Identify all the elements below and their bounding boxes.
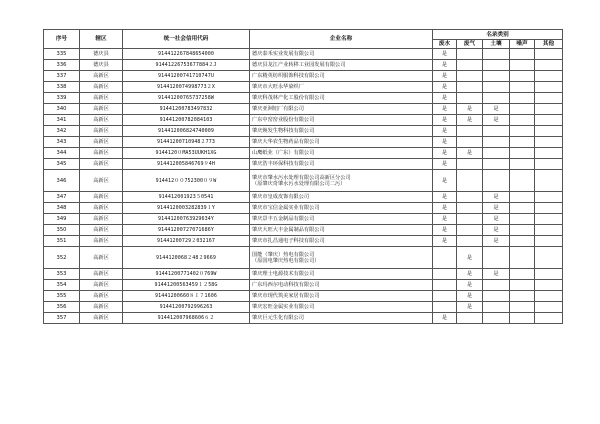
header-category: 名录类别 <box>433 30 563 40</box>
cell-soil <box>483 280 510 291</box>
company-name-line: （原肇庆奇肇水污水处理有限公司二污） <box>252 180 346 187</box>
header-soil: 土壤 <box>483 40 510 49</box>
header-no: 序号 <box>44 30 80 49</box>
company-name-line: 肇庆理士电源技术有限公司 <box>252 271 315 277</box>
cell-noise <box>510 291 535 302</box>
cell-wastewater: 是 <box>433 49 457 60</box>
cell-no: 342 <box>44 126 80 137</box>
table-row <box>44 49 563 60</box>
cell-other <box>535 313 563 324</box>
cell-credit-code: 91441200771402０769W <box>123 269 250 280</box>
cell-noise <box>510 49 535 60</box>
cell-district: 高新区 <box>80 247 123 269</box>
cell-noise <box>510 93 535 104</box>
cell-other <box>535 71 563 82</box>
cell-soil <box>483 71 510 82</box>
cell-noise <box>510 280 535 291</box>
company-name-line: 国能（肇庆）热电有限公司 <box>252 251 315 258</box>
cell-company-name <box>250 159 433 170</box>
cell-no: 346 <box>44 170 80 192</box>
cell-noise <box>510 225 535 236</box>
cell-district: 德庆县 <box>80 60 123 71</box>
cell-no: 336 <box>44 60 80 71</box>
cell-wastewater: 是 <box>433 214 457 225</box>
cell-wastewater: 是 <box>433 159 457 170</box>
cell-wastewater: 是 <box>433 192 457 203</box>
table-row <box>44 148 563 159</box>
cell-soil: 是 <box>483 269 510 280</box>
header-noise: 噪声 <box>510 40 535 49</box>
cell-wastewater: 是 <box>433 115 457 126</box>
cell-noise <box>510 170 535 192</box>
cell-noise <box>510 126 535 137</box>
cell-other <box>535 49 563 60</box>
cell-waste-gas: 是 <box>457 269 483 280</box>
cell-district: 高新区 <box>80 302 123 313</box>
cell-other <box>535 170 563 192</box>
cell-waste-gas: 是 <box>457 104 483 115</box>
cell-waste-gas <box>457 137 483 148</box>
cell-waste-gas: 是 <box>457 115 483 126</box>
cell-other <box>535 247 563 269</box>
cell-soil: 是 <box>483 203 510 214</box>
cell-company-name <box>250 280 433 291</box>
cell-credit-code: 91441200782084103 <box>123 115 250 126</box>
cell-no: 339 <box>44 93 80 104</box>
cell-credit-code: 9144120074998773２X <box>123 82 250 93</box>
cell-district: 高新区 <box>80 126 123 137</box>
cell-noise <box>510 159 535 170</box>
cell-noise <box>510 60 535 71</box>
cell-waste-gas <box>457 82 483 93</box>
cell-other <box>535 225 563 236</box>
cell-company-name <box>250 192 433 203</box>
cell-other <box>535 192 563 203</box>
cell-soil <box>483 159 510 170</box>
table-row <box>44 269 563 280</box>
cell-district: 高新区 <box>80 291 123 302</box>
cell-waste-gas <box>457 313 483 324</box>
cell-credit-code: 91441200660８１７1606 <box>123 291 250 302</box>
table-row <box>44 291 563 302</box>
cell-waste-gas <box>457 203 483 214</box>
cell-no: 340 <box>44 104 80 115</box>
table-row <box>44 192 563 203</box>
cell-company-name <box>250 126 433 137</box>
cell-district: 高新区 <box>80 82 123 93</box>
company-name-line: 肇庆市现代筑美家居有限公司 <box>252 293 320 299</box>
cell-no: 337 <box>44 71 80 82</box>
cell-credit-code: 91441200729２032167 <box>123 236 250 247</box>
cell-waste-gas: 是 <box>457 291 483 302</box>
company-name-line: 肇庆市扎昌通电子科技有限公司 <box>252 238 325 244</box>
cell-wastewater <box>433 302 457 313</box>
cell-district: 高新区 <box>80 214 123 225</box>
cell-wastewater <box>433 291 457 302</box>
cell-credit-code: 914412001923５0541 <box>123 192 250 203</box>
cell-other <box>535 93 563 104</box>
cell-credit-code: 91441200765737258W <box>123 93 250 104</box>
cell-wastewater <box>433 280 457 291</box>
company-name-line: 肇庆科茂林产化工股份有限公司 <box>252 95 325 101</box>
cell-wastewater <box>433 269 457 280</box>
cell-no: 357 <box>44 313 80 324</box>
cell-district: 高新区 <box>80 104 123 115</box>
cell-wastewater: 是 <box>433 313 457 324</box>
cell-company-name <box>250 203 433 214</box>
cell-soil: 是 <box>483 225 510 236</box>
cell-credit-code: 91441200783497832 <box>123 104 250 115</box>
cell-other <box>535 137 563 148</box>
cell-credit-code: 9144120068２48２9669 <box>123 247 250 269</box>
cell-soil <box>483 93 510 104</box>
table-row <box>44 302 563 313</box>
cell-company-name <box>250 302 433 313</box>
cell-other <box>535 203 563 214</box>
table-row <box>44 203 563 214</box>
company-name-line: 广东玛西尔电动科技有限公司 <box>252 282 320 288</box>
cell-company-name <box>250 93 433 104</box>
cell-district: 高新区 <box>80 236 123 247</box>
cell-credit-code: 9144120０MA53UUKH1XG <box>123 148 250 159</box>
company-name-line: 肇庆市大旺永华染织厂 <box>252 84 304 90</box>
cell-noise <box>510 247 535 269</box>
company-name-line: 肇庆景丰五金制品有限公司 <box>252 216 315 222</box>
cell-company-name <box>250 269 433 280</box>
table-row <box>44 313 563 324</box>
cell-wastewater: 是 <box>433 148 457 159</box>
cell-credit-code: 914412００752300０９W <box>123 170 250 192</box>
cell-district: 德庆县 <box>80 49 123 60</box>
cell-company-name <box>250 236 433 247</box>
table-row <box>44 247 563 269</box>
table-row <box>44 93 563 104</box>
cell-waste-gas <box>457 225 483 236</box>
cell-noise <box>510 115 535 126</box>
table-row <box>44 137 563 148</box>
table-row <box>44 236 563 247</box>
cell-wastewater: 是 <box>433 60 457 71</box>
cell-company-name <box>250 82 433 93</box>
cell-noise <box>510 236 535 247</box>
cell-soil <box>483 302 510 313</box>
cell-company-name <box>250 71 433 82</box>
cell-no: 345 <box>44 159 80 170</box>
cell-waste-gas <box>457 71 483 82</box>
cell-no: 338 <box>44 82 80 93</box>
header-credit-code: 统一社会信用代码 <box>123 30 250 49</box>
company-name-line: 肇庆大旺大丰金属制品有限公司 <box>252 227 325 233</box>
cell-other <box>535 269 563 280</box>
cell-wastewater: 是 <box>433 137 457 148</box>
cell-soil <box>483 247 510 269</box>
cell-waste-gas: 是 <box>457 148 483 159</box>
header-other: 其他 <box>535 40 563 49</box>
company-name-line: 肇庆市皇成皮饰有限公司 <box>252 194 310 200</box>
cell-noise <box>510 313 535 324</box>
cell-wastewater <box>433 247 457 269</box>
cell-district: 高新区 <box>80 225 123 236</box>
cell-waste-gas <box>457 126 483 137</box>
cell-waste-gas <box>457 170 483 192</box>
header-district: 辖区 <box>80 30 123 49</box>
cell-credit-code: 91441200792996263 <box>123 302 250 313</box>
cell-other <box>535 214 563 225</box>
company-name-line: 德庆泰禾实业发展有限公司 <box>252 51 315 57</box>
cell-company-name <box>250 225 433 236</box>
table-row <box>44 104 563 115</box>
cell-wastewater: 是 <box>433 71 457 82</box>
cell-no: 344 <box>44 148 80 159</box>
company-name-line: 德庆县龙江产业转移工业园发展有限公司 <box>252 62 346 68</box>
company-name-line: 山鹰纸业（广东）有限公司 <box>252 150 315 156</box>
cell-waste-gas <box>457 49 483 60</box>
cell-company-name <box>250 170 433 192</box>
cell-district: 高新区 <box>80 192 123 203</box>
cell-soil <box>483 49 510 60</box>
table-row <box>44 225 563 236</box>
cell-other <box>535 126 563 137</box>
cell-waste-gas: 是 <box>457 302 483 313</box>
cell-credit-code: 9144120003282839１Y <box>123 203 250 214</box>
table-row <box>44 115 563 126</box>
cell-wastewater: 是 <box>433 236 457 247</box>
cell-company-name <box>250 115 433 126</box>
cell-noise <box>510 82 535 93</box>
cell-wastewater: 是 <box>433 93 457 104</box>
cell-waste-gas <box>457 236 483 247</box>
cell-district: 高新区 <box>80 71 123 82</box>
cell-soil: 是 <box>483 236 510 247</box>
cell-soil <box>483 60 510 71</box>
company-name-line: （原国电肇庆热电有限公司） <box>252 257 320 264</box>
cell-credit-code: 914412006824740009 <box>123 126 250 137</box>
cell-district: 高新区 <box>80 115 123 126</box>
cell-wastewater: 是 <box>433 170 457 192</box>
cell-district: 高新区 <box>80 280 123 291</box>
cell-noise <box>510 302 535 313</box>
company-name-line: 肇庆浩丰环保科技有限公司 <box>252 161 315 167</box>
cell-waste-gas <box>457 60 483 71</box>
company-name-line: 肇庆市宝信金属实业有限公司 <box>252 205 320 211</box>
table-row <box>44 126 563 137</box>
cell-other <box>535 302 563 313</box>
cell-soil <box>483 148 510 159</box>
cell-company-name <box>250 214 433 225</box>
cell-other <box>535 104 563 115</box>
cell-no: 350 <box>44 225 80 236</box>
cell-other <box>535 291 563 302</box>
cell-no: 354 <box>44 280 80 291</box>
cell-wastewater: 是 <box>433 104 457 115</box>
cell-other <box>535 60 563 71</box>
cell-soil: 是 <box>483 115 510 126</box>
cell-credit-code: 914412005846769９4H <box>123 159 250 170</box>
cell-company-name <box>250 148 433 159</box>
cell-soil <box>483 82 510 93</box>
cell-district: 高新区 <box>80 137 123 148</box>
cell-soil: 是 <box>483 104 510 115</box>
cell-company-name <box>250 291 433 302</box>
cell-no: 352 <box>44 247 80 269</box>
header-wastewater: 废水 <box>433 40 457 49</box>
cell-soil <box>483 313 510 324</box>
cell-soil: 是 <box>483 192 510 203</box>
cell-credit-code: 91441200763929634Y <box>123 214 250 225</box>
cell-wastewater: 是 <box>433 225 457 236</box>
company-name-line: 肇庆亚洲铝厂有限公司 <box>252 106 304 112</box>
cell-waste-gas <box>457 214 483 225</box>
cell-other <box>535 236 563 247</box>
company-name-line: 肇庆大华农生物药品有限公司 <box>252 139 320 145</box>
cell-credit-code: 91441200741710747U <box>123 71 250 82</box>
table-row <box>44 170 563 192</box>
cell-district: 高新区 <box>80 203 123 214</box>
cell-no: 355 <box>44 291 80 302</box>
company-name-line: 肇庆焕发生物科技有限公司 <box>252 128 315 134</box>
cell-district: 高新区 <box>80 148 123 159</box>
cell-credit-code: 914412267848654000 <box>123 49 250 60</box>
cell-no: 348 <box>44 203 80 214</box>
cell-company-name <box>250 60 433 71</box>
cell-district: 高新区 <box>80 170 123 192</box>
company-name-line: 肇庆宏旺金属实业有限公司 <box>252 304 315 310</box>
company-name-line: 广东精英纺织服饰科技有限公司 <box>252 73 325 79</box>
cell-district: 高新区 <box>80 269 123 280</box>
cell-wastewater: 是 <box>433 203 457 214</box>
cell-soil: 是 <box>483 214 510 225</box>
cell-soil <box>483 170 510 192</box>
cell-no: 341 <box>44 115 80 126</box>
cell-credit-code: 91441200710948２773 <box>123 137 250 148</box>
cell-soil <box>483 126 510 137</box>
cell-waste-gas: 是 <box>457 247 483 269</box>
enterprise-list-table <box>43 29 563 324</box>
cell-no: 351 <box>44 236 80 247</box>
cell-noise <box>510 269 535 280</box>
header-waste-gas: 废气 <box>457 40 483 49</box>
cell-district: 高新区 <box>80 93 123 104</box>
cell-company-name <box>250 137 433 148</box>
table-row <box>44 60 563 71</box>
table-sheet <box>43 29 562 324</box>
cell-company-name <box>250 247 433 269</box>
cell-noise <box>510 71 535 82</box>
company-name-line: 肇庆巨元生化有限公司 <box>252 315 304 321</box>
cell-credit-code: 91441200563459１２58G <box>123 280 250 291</box>
header-company-name: 企业名称 <box>250 30 433 49</box>
table-row <box>44 82 563 93</box>
cell-company-name <box>250 104 433 115</box>
table-row <box>44 280 563 291</box>
company-name-line: 广东中窑窑业股份有限公司 <box>252 117 315 123</box>
cell-credit-code: 914412007968606６２ <box>123 313 250 324</box>
cell-company-name <box>250 49 433 60</box>
cell-no: 343 <box>44 137 80 148</box>
cell-other <box>535 115 563 126</box>
cell-credit-code: 91441226753677884２J <box>123 60 250 71</box>
cell-no: 353 <box>44 269 80 280</box>
cell-waste-gas <box>457 192 483 203</box>
cell-other <box>535 159 563 170</box>
table-body <box>44 49 563 324</box>
cell-other <box>535 280 563 291</box>
cell-no: 335 <box>44 49 80 60</box>
cell-credit-code: 91441200727071686Y <box>123 225 250 236</box>
table-row <box>44 214 563 225</box>
cell-noise <box>510 203 535 214</box>
cell-no: 347 <box>44 192 80 203</box>
cell-noise <box>510 137 535 148</box>
cell-wastewater: 是 <box>433 82 457 93</box>
cell-company-name <box>250 313 433 324</box>
company-name-line: 肇庆市肇水污水处理有限公司高新区分公司 <box>252 174 351 181</box>
cell-no: 356 <box>44 302 80 313</box>
table-row <box>44 71 563 82</box>
cell-waste-gas: 是 <box>457 280 483 291</box>
cell-waste-gas <box>457 159 483 170</box>
cell-district: 高新区 <box>80 159 123 170</box>
cell-other <box>535 82 563 93</box>
cell-waste-gas <box>457 93 483 104</box>
cell-noise <box>510 104 535 115</box>
cell-other <box>535 148 563 159</box>
cell-noise <box>510 192 535 203</box>
cell-noise <box>510 214 535 225</box>
cell-soil <box>483 137 510 148</box>
cell-wastewater: 是 <box>433 126 457 137</box>
cell-no: 349 <box>44 214 80 225</box>
cell-soil <box>483 291 510 302</box>
cell-noise <box>510 148 535 159</box>
table-row <box>44 159 563 170</box>
cell-district: 高新区 <box>80 313 123 324</box>
